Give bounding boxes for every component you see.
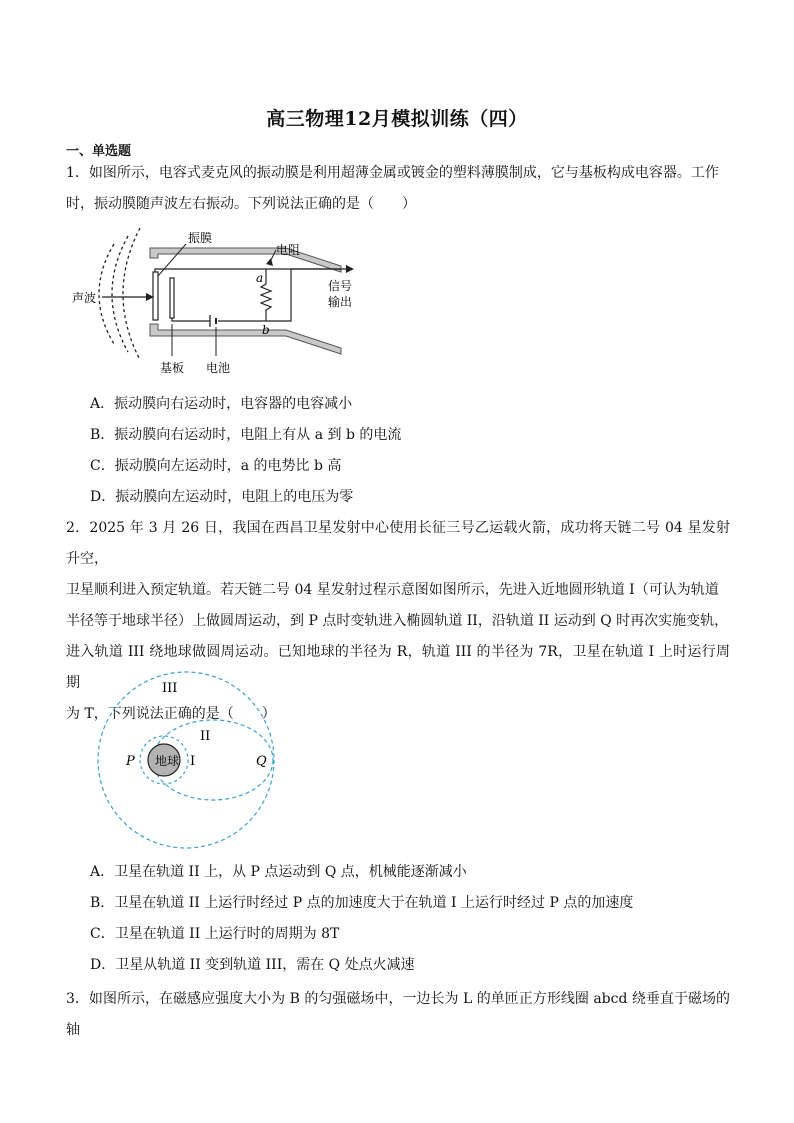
signal-arrowhead [346, 265, 354, 273]
earth-label: 地球 [155, 754, 180, 768]
page-title: 高三物理12月模拟训练（四） [266, 108, 528, 130]
base-plate [170, 278, 174, 318]
question-3-stem [66, 984, 730, 1046]
wire-bottom [172, 269, 291, 321]
orbit-iii-label: III [162, 681, 178, 696]
sound-wave-arc-3 [123, 228, 140, 360]
section-heading: 一、单选题 [66, 144, 132, 159]
question-1-stem-line-1: 1．如图所示，电容式麦克风的振动膜是利用超薄金属或镀金的塑料薄膜制成，它与基板构成电容器。工作 [66, 165, 719, 181]
point-b-label: b [262, 323, 270, 337]
question-2-stem-line-3: 半径等于地球半径）上做圆周运动，到 P 点时变轨进入椭圆轨道 II，沿轨道 II 运动到 Q 时再次实施变轨， [66, 613, 729, 629]
casing-top [150, 248, 341, 272]
q1-option-a: A．振动膜向右运动时，电容器的电容减小 [90, 396, 353, 412]
plate-label: 基板 [160, 361, 185, 375]
wire-top [155, 269, 341, 276]
question-2-stem-line-2: 卫星顺利进入预定轨道。若天链二号 04 星发射过程示意图如图所示，先进入近地圆形轨道 I（可认为轨道 [66, 582, 719, 598]
point-q-label: Q [256, 754, 267, 769]
membrane-label: 振膜 [188, 231, 213, 245]
question-3-stem-line-1: 3．如图所示，在磁感应强度大小为 B 的匀强磁场中，一边长为 L 的单匝正方形线圈 abcd 绕垂直于磁场的轴 [66, 991, 730, 1038]
q2-option-a: A．卫星在轨道 II 上，从 P 点运动到 Q 点，机械能逐渐减小 [90, 864, 467, 880]
membrane [153, 272, 158, 320]
question-2-stem-line-1: 2．2025 年 3 月 26 日，我国在西昌卫星发射中心使用长征三号乙运载火箭，成功将天链二号 04 星发射升空， [66, 520, 730, 567]
question-2-stem-line-4: 进入轨道 III 绕地球做圆周运动。已知地球的半径为 R，轨道 III 的半径为 7R，卫星在轨道 I 上时运行周期 [66, 644, 730, 691]
q2-option-d: D．卫星从轨道 II 变到轨道 III，需在 Q 处点火减速 [90, 957, 415, 973]
question-1-stem-line-2: 时，振动膜随声波左右振动。下列说法正确的是（ ） [66, 196, 416, 212]
orbit-iii [98, 672, 274, 848]
q1-option-b: B．振动膜向右运动时，电阻上有从 a 到 b 的电流 [90, 427, 402, 443]
point-a-label: a [256, 271, 264, 285]
orbit-ii-label: II [200, 729, 211, 744]
point-p-label: P [126, 754, 135, 769]
signal-label-1: 信号 [328, 279, 353, 293]
orbit-i-label: I [190, 754, 196, 769]
sound-label: 声波 [72, 291, 97, 305]
casing-bottom [150, 324, 341, 354]
sound-wave-arc-2 [112, 236, 128, 352]
orbit-diagram [96, 668, 286, 858]
microphone-diagram [66, 224, 366, 379]
signal-label-2: 输出 [328, 295, 353, 309]
question-2-stem-line-5: 为 T，下列说法正确的是（ ） [66, 706, 276, 722]
question-1-stem [66, 158, 730, 220]
battery-label: 电池 [206, 361, 231, 375]
q1-option-c: C．振动膜向左运动时，a 的电势比 b 高 [90, 458, 342, 474]
q1-option-d: D．振动膜向左运动时，电阻上的电压为零 [90, 489, 354, 505]
q2-option-c: C．卫星在轨道 II 上运行时的周期为 8T [90, 926, 340, 942]
resistor-label: 电阻 [276, 243, 301, 257]
q2-option-b: B．卫星在轨道 II 上运行时经过 P 点的加速度大于在轨道 I 上运行时经过 P 点的加速度 [90, 895, 634, 911]
